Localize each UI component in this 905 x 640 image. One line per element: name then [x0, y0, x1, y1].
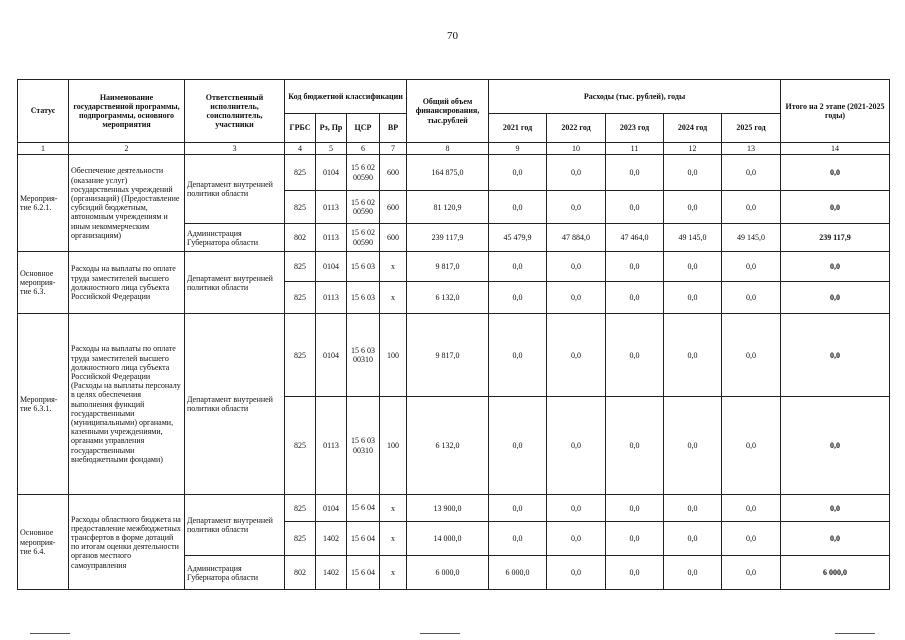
cell-2025: 0,0 [722, 522, 781, 556]
column-number: 7 [380, 143, 407, 155]
cell-vr: 600 [380, 155, 407, 191]
cell-rzpr: 0113 [316, 397, 347, 495]
table-row [18, 252, 890, 282]
cell-2025: 0,0 [722, 314, 781, 397]
row-responsible: Департамент внутренней политики области [185, 495, 285, 556]
column-number: 6 [347, 143, 380, 155]
cell-2024: 0,0 [664, 155, 722, 191]
row-responsible: Администрация Губернатора области [185, 224, 285, 252]
cell-2023: 0,0 [606, 397, 664, 495]
cell-2025: 0,0 [722, 495, 781, 522]
cell-2022: 0,0 [547, 397, 606, 495]
footer-divider [30, 633, 70, 634]
cell-2022: 0,0 [547, 282, 606, 314]
cell-vr: 600 [380, 224, 407, 252]
column-number: 9 [489, 143, 547, 155]
header-itogo: Итого на 2 этапе (2021-2025 годы) [781, 80, 890, 143]
cell-csr: 15 6 03 00310 [347, 397, 380, 495]
cell-2025: 0,0 [722, 252, 781, 282]
cell-itogo: 0,0 [781, 252, 890, 282]
column-number: 1 [18, 143, 69, 155]
cell-total: 9 817,0 [407, 314, 489, 397]
cell-total: 81 120,9 [407, 191, 489, 224]
cell-vr: 600 [380, 191, 407, 224]
cell-2023: 0,0 [606, 556, 664, 590]
cell-vr: х [380, 282, 407, 314]
row-responsible: Департамент внутренней политики области [185, 155, 285, 224]
column-number: 13 [722, 143, 781, 155]
cell-total: 164 875,0 [407, 155, 489, 191]
table-row [18, 495, 890, 522]
cell-2022: 0,0 [547, 252, 606, 282]
cell-csr: 15 6 04 [347, 556, 380, 590]
cell-2023: 0,0 [606, 155, 664, 191]
row-status: Основное мероприя-тие 6.4. [18, 495, 69, 590]
cell-grbs: 802 [285, 224, 316, 252]
cell-total: 6 132,0 [407, 282, 489, 314]
row-name: Расходы на выплаты по оплате труда заместителей высшего должностного лица субъекта Российской Федерации (Расходы на выплаты персоналу в целях обеспечения выполнения функций государственными (муниципальными) органами, казенными учреждениями, органами управления государственными внебюджетными фондами) [69, 314, 185, 495]
cell-2021: 0,0 [489, 282, 547, 314]
header-csr: ЦСР [347, 114, 380, 143]
column-number: 10 [547, 143, 606, 155]
column-number: 5 [316, 143, 347, 155]
cell-2023: 47 464,0 [606, 224, 664, 252]
table-body [18, 155, 890, 590]
cell-itogo: 0,0 [781, 314, 890, 397]
cell-itogo: 0,0 [781, 282, 890, 314]
cell-rzpr: 1402 [316, 556, 347, 590]
header-total: Общий объем финансирования, тыс.рублей [407, 80, 489, 143]
footer-divider [835, 633, 875, 634]
row-name: Обеспечение деятельности (оказание услуг) государственных учреждений (организаций) (Предоставление субсидий бюджетным, автономным учреждениям и иным некоммерческим организациям) [69, 155, 185, 252]
column-number: 8 [407, 143, 489, 155]
cell-itogo: 0,0 [781, 155, 890, 191]
cell-vr: х [380, 252, 407, 282]
column-number: 14 [781, 143, 890, 155]
cell-2023: 0,0 [606, 495, 664, 522]
header-year-2023: 2023 год [606, 114, 664, 143]
column-number-row [18, 143, 890, 155]
cell-2022: 0,0 [547, 191, 606, 224]
cell-vr: х [380, 522, 407, 556]
cell-2023: 0,0 [606, 522, 664, 556]
cell-2025: 0,0 [722, 155, 781, 191]
cell-2024: 0,0 [664, 252, 722, 282]
cell-rzpr: 0104 [316, 155, 347, 191]
header-grbs: ГРБС [285, 114, 316, 143]
cell-grbs: 825 [285, 155, 316, 191]
header-responsible: Ответственный исполнитель, соисполнитель, участники [185, 80, 285, 143]
cell-2024: 0,0 [664, 314, 722, 397]
cell-grbs: 825 [285, 282, 316, 314]
cell-csr: 15 6 02 00590 [347, 224, 380, 252]
row-name: Расходы областного бюджета на предоставление межбюджетных трансфертов в форме дотаций по итогам оценки деятельности органов местного самоуправления [69, 495, 185, 590]
cell-2023: 0,0 [606, 191, 664, 224]
column-number: 4 [285, 143, 316, 155]
header-status: Статус [18, 80, 69, 143]
cell-2024: 0,0 [664, 282, 722, 314]
cell-2025: 0,0 [722, 191, 781, 224]
header-year-2025: 2025 год [722, 114, 781, 143]
cell-2021: 0,0 [489, 495, 547, 522]
row-status: Основное мероприя-тие 6.3. [18, 252, 69, 314]
cell-csr: 15 6 03 [347, 282, 380, 314]
header-year-2024: 2024 год [664, 114, 722, 143]
cell-itogo: 239 117,9 [781, 224, 890, 252]
cell-total: 13 900,0 [407, 495, 489, 522]
cell-2022: 0,0 [547, 522, 606, 556]
cell-2021: 0,0 [489, 314, 547, 397]
table-header [18, 80, 890, 155]
cell-itogo: 0,0 [781, 191, 890, 224]
row-name: Расходы на выплаты по оплате труда заместителей высшего должностного лица субъекта Российской Федерации [69, 252, 185, 314]
column-number: 12 [664, 143, 722, 155]
cell-csr: 15 6 02 00590 [347, 155, 380, 191]
column-number: 3 [185, 143, 285, 155]
cell-2022: 0,0 [547, 556, 606, 590]
cell-2025: 49 145,0 [722, 224, 781, 252]
cell-csr: 15 6 03 00310 [347, 314, 380, 397]
row-responsible: Департамент внутренней политики области [185, 314, 285, 495]
cell-rzpr: 0113 [316, 224, 347, 252]
cell-vr: 100 [380, 314, 407, 397]
cell-vr: 100 [380, 397, 407, 495]
header-expenses: Расходы (тыс. рублей), годы [489, 80, 781, 114]
budget-table [17, 79, 890, 590]
cell-2021: 0,0 [489, 252, 547, 282]
column-number: 11 [606, 143, 664, 155]
cell-2024: 0,0 [664, 556, 722, 590]
cell-2023: 0,0 [606, 252, 664, 282]
header-rzpr: Рз, Пр [316, 114, 347, 143]
row-status: Мероприя-тие 6.2.1. [18, 155, 69, 252]
cell-itogo: 6 000,0 [781, 556, 890, 590]
cell-total: 6 000,0 [407, 556, 489, 590]
cell-rzpr: 1402 [316, 522, 347, 556]
cell-total: 6 132,0 [407, 397, 489, 495]
cell-grbs: 825 [285, 191, 316, 224]
header-name: Наименование государственной программы, подпрограммы, основного мероприятия [69, 80, 185, 143]
cell-rzpr: 0104 [316, 314, 347, 397]
cell-csr: 15 6 03 [347, 252, 380, 282]
cell-csr: 15 6 04 [347, 522, 380, 556]
cell-grbs: 825 [285, 314, 316, 397]
cell-itogo: 0,0 [781, 397, 890, 495]
cell-rzpr: 0113 [316, 282, 347, 314]
cell-vr: х [380, 495, 407, 522]
cell-2021: 0,0 [489, 155, 547, 191]
cell-csr: 15 6 04 [347, 495, 380, 522]
page-number: 70 [447, 30, 458, 42]
cell-grbs: 825 [285, 522, 316, 556]
cell-2022: 0,0 [547, 155, 606, 191]
table-row [18, 155, 890, 191]
row-status: Мероприя-тие 6.3.1. [18, 314, 69, 495]
cell-2025: 0,0 [722, 282, 781, 314]
cell-total: 239 117,9 [407, 224, 489, 252]
cell-grbs: 825 [285, 397, 316, 495]
cell-grbs: 802 [285, 556, 316, 590]
cell-2021: 0,0 [489, 522, 547, 556]
cell-rzpr: 0113 [316, 191, 347, 224]
cell-2024: 0,0 [664, 522, 722, 556]
cell-2025: 0,0 [722, 397, 781, 495]
cell-2021: 6 000,0 [489, 556, 547, 590]
cell-2024: 0,0 [664, 191, 722, 224]
cell-vr: х [380, 556, 407, 590]
header-year-2022: 2022 год [547, 114, 606, 143]
cell-2024: 0,0 [664, 495, 722, 522]
row-responsible: Департамент внутренней политики области [185, 252, 285, 314]
cell-total: 9 817,0 [407, 252, 489, 282]
cell-2021: 45 479,9 [489, 224, 547, 252]
cell-grbs: 825 [285, 495, 316, 522]
header-year-2021: 2021 год [489, 114, 547, 143]
table-row [18, 314, 890, 397]
cell-rzpr: 0104 [316, 252, 347, 282]
cell-itogo: 0,0 [781, 495, 890, 522]
cell-itogo: 0,0 [781, 522, 890, 556]
cell-2022: 0,0 [547, 495, 606, 522]
cell-2023: 0,0 [606, 314, 664, 397]
cell-grbs: 825 [285, 252, 316, 282]
cell-rzpr: 0104 [316, 495, 347, 522]
row-responsible: Администрация Губернатора области [185, 556, 285, 590]
cell-csr: 15 6 02 00590 [347, 191, 380, 224]
cell-2022: 47 884,0 [547, 224, 606, 252]
header-budget-code: Код бюджетной классификации [285, 80, 407, 114]
cell-2025: 0,0 [722, 556, 781, 590]
cell-2023: 0,0 [606, 282, 664, 314]
footer-divider [420, 633, 460, 634]
cell-2024: 49 145,0 [664, 224, 722, 252]
cell-2021: 0,0 [489, 397, 547, 495]
cell-2022: 0,0 [547, 314, 606, 397]
header-vr: ВР [380, 114, 407, 143]
cell-2021: 0,0 [489, 191, 547, 224]
cell-total: 14 000,0 [407, 522, 489, 556]
column-number: 2 [69, 143, 185, 155]
cell-2024: 0,0 [664, 397, 722, 495]
